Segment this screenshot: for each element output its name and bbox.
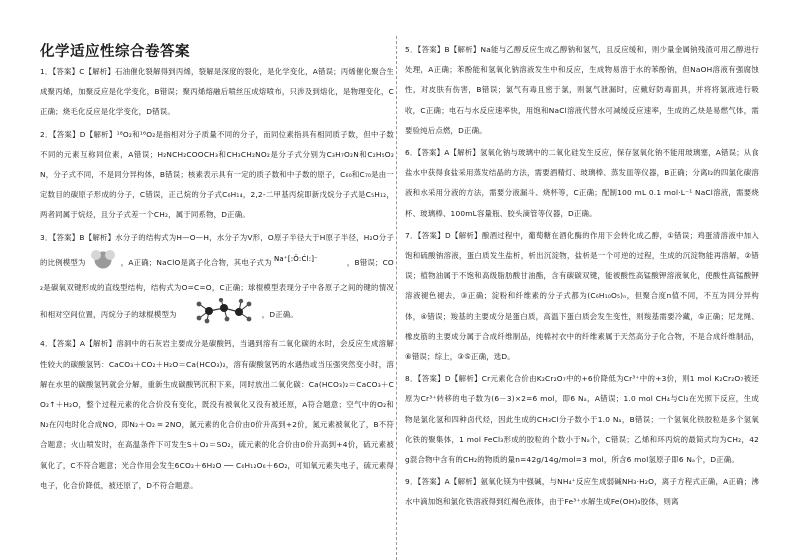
answer-9: 9．【答案】A【解析】氨氧化镁为中强碱，与NH₄⁺反应生成弱碱NH₃·H₂O，离子方程式正确，A正确；沸水中滴加饱和氯化铁溶液得到红褐色液体，由于Fe³⁺水解生成Fe(OH)₃胶体，则离 [405,477,759,507]
answer-7: 7．【答案】D【解析】酿酒过程中，葡萄糖在酒化酶的作用下会转化成乙醇，①错误；鸡蛋清溶液中加入饱和硫酸钠溶液，蛋白质发生盐析，析出沉淀物，盐析是一个可逆的过程，生成的沉淀物能再溶解，②错误；植物油属于不饱和高级脂肪酸甘油酯，含有碳碳双键，能被酸性高锰酸钾溶液氧化，使酸性高锰酸钾溶液褪色褪去，③正确；淀粉和纤维素的分子式都为(C₆H₁₀O₅)ₙ，但聚合度n值不同，不互为同分异构体，④错误；羧基的主要成分是蛋白质，高温下蛋白质会发生变性，则羧基需要冷藏，⑤正确；尼龙绳、橡皮筋的主要成分属于合成纤维制品，纯棉衬衣中的纤维素属于天然高分子化合物，不是合成纤维制品，⑥错误；综上，③⑤正确，选D。 [405,230,759,362]
answer-5: 5．【答案】B【解析】Na能与乙醇反应生成乙醇钠和氢气，且反应缓和，则少量金属钠残渣可用乙醇进行处理，A正确；苯酚能和氢氧化钠溶液发生中和反应，生成物易溶于水的苯酚钠，但NaOH溶液有强腐蚀性，对皮肤有伤害，B错误；氯气有毒且密于氯，则氯气泄漏时，应戴好防毒面具，并将将氯液进行吸收，C正确；电石与水反应速率快，用饱和NaCl溶液代替水可减缓反应速率，生成的乙炔是易燃气体，需要验纯后点燃，D正确。 [405,45,759,135]
svg-text:Na⁺[:Ö:Ċl:]⁻: Na⁺[:Ö:Ċl:]⁻ [274,255,319,264]
answer-6: 6．【答案】A【解析】氢氧化钠与玻璃中的二氧化硅发生反应，保存氢氧化钠不能用玻璃塞，A错误；从食盐水中获得食盐采用蒸发结晶的方法，需要酒精灯、玻璃棒、蒸发皿等仪器，B正确；分离I₂的四氯化碳溶液和水采用分液的方法，需要分液漏斗、烧杯等，C正确；配制100 mL 0.1 mol·L⁻¹ NaCl溶液，需要烧杯、玻璃棒、100mL容量瓶、胶头滴管等仪器，D正确。 [405,148,759,218]
column-divider [396,36,397,560]
answer-3-text-d: ，D正确。 [261,310,299,320]
answer-3-text-b: ，A正确；NaClO是离子化合物，其电子式为 [120,257,272,267]
answer-3 [40,228,394,333]
page-title: 化学适应性综合卷答案 [40,44,190,60]
answer-3-text-a: 3．【答案】B【解析】水分子的结构式为H—O—H，水分子为V形，O原子半径大于H原子半径，H₂O分子的比例模型为 [40,232,394,267]
naclo-electron-formula-image [274,252,344,273]
answer-2: 2．【答案】D【解析】¹⁸O₂和¹⁶O₂是指相对分子质量不同的分子，而同位素指具有相同质子数，但中子数不同的元素互称同位素，A错误；H₂NCH₂COOCH₃和CH₃CH₂NO₂是分子式分别为C₃H₇O₂N和C₂H₅O₂N，分子式不同，不是同分异构体，B错误；核素表示具有一定的质子数和中子数的原子，C₆₀和C₇₀是由一定数目的碳原子形成的分子，C错误，正己烷的分子式C₆H₁₄，2,2-二甲基丙烷即新戊烷分子式是C₅H₁₂，两者同属于烷烃，且分子式差一个CH₂，属于同系物，D正确。 [40,129,394,220]
water-space-filling-model-image [88,248,118,278]
answer-4: 4．【答案】A【解析】溶洞中的石灰岩主要成分是碳酸钙，当遇到溶有二氧化碳的水时，会反应生成溶解性较大的碳酸氢钙：CaCO₃＋CO₂＋H₂O＝Ca(HCO₃)₂，溶有碳酸氢钙的水遇热或当压强突然变小时，溶解在水里的碳酸氢钙就会分解，重新生成碳酸钙沉积下来，同时放出二氧化碳：Ca(HCO₃)₂＝CaCO₃＋CO₂↑＋H₂O，整个过程元素的化合价没有变化，既没有被氧化又没有被还原，A符合题意；空气中的O₂和N₂在闪电时化合成NO，即N₂＋O₂ ═ 2NO，氮元素的化合价由0价升高到+2价，氮元素被氧化了，B不符合题意；火山喷发时，在高温条件下可发生S＋O₂＝SO₂，硫元素的化合价由0价升高到+4价，硫元素被氧化了，C不符合题意；光合作用会发生6CO₂＋6H₂O ── C₆H₁₂O₆＋6O₂，可知氧元素失电子，硫元素得电子，化合价降低，被还原了，D不符合题意。 [40,339,394,490]
answer-1: 1．【答案】C【解析】石油催化裂解得到丙烯，裂解是深度的裂化，是化学变化，A错误；丙烯催化聚合生成聚丙烯，加聚反应是化学变化，B错误；聚丙烯熔融后喷丝压成熔喷布，只涉及到熔化，是物理变化，C正确；烧毛化反应是化学变化，D错误。 [40,67,394,117]
propane-ball-stick-model-image [189,298,259,332]
answer-8: 8．【答案】D【解析】Cr元素化合价由K₂Cr₂O₇中的+6价降低为Cr³⁺中的+3价，则1 mol K₂Cr₂O₇被还原为Cr³⁺转移的电子数为(6－3)×2=6 mol，即6 Nₐ，A错误；1.0 mol CH₄与Cl₂在光照下反应，生成物是氯化氢和四种卤代烃，因此生成的CH₃Cl分子数小于1.0 Nₐ，B错误；一个氢氧化铁胶粒是多个氢氧化铁的聚集体，1 mol FeCl₃形成的胶粒的个数小于Nₐ个，C错误；乙烯和环丙烷的最简式均为CH₂，42 g混合物中含有的CH₂的物质的量n=42g/14g/mol=3 mol，所含6 mol氢原子即6 Nₐ个，D正确。 [405,374,759,465]
answer-3-text-c: ，B错误；CO₂是碳氧双键形成的直线型结构，结构式为O=C=O，C正确；球棍模型表现分子中各原子之间的键的情况和相对空间位置，丙烷分子的球棍模型为 [40,257,394,320]
left-column [40,62,394,498]
right-column [405,40,759,515]
